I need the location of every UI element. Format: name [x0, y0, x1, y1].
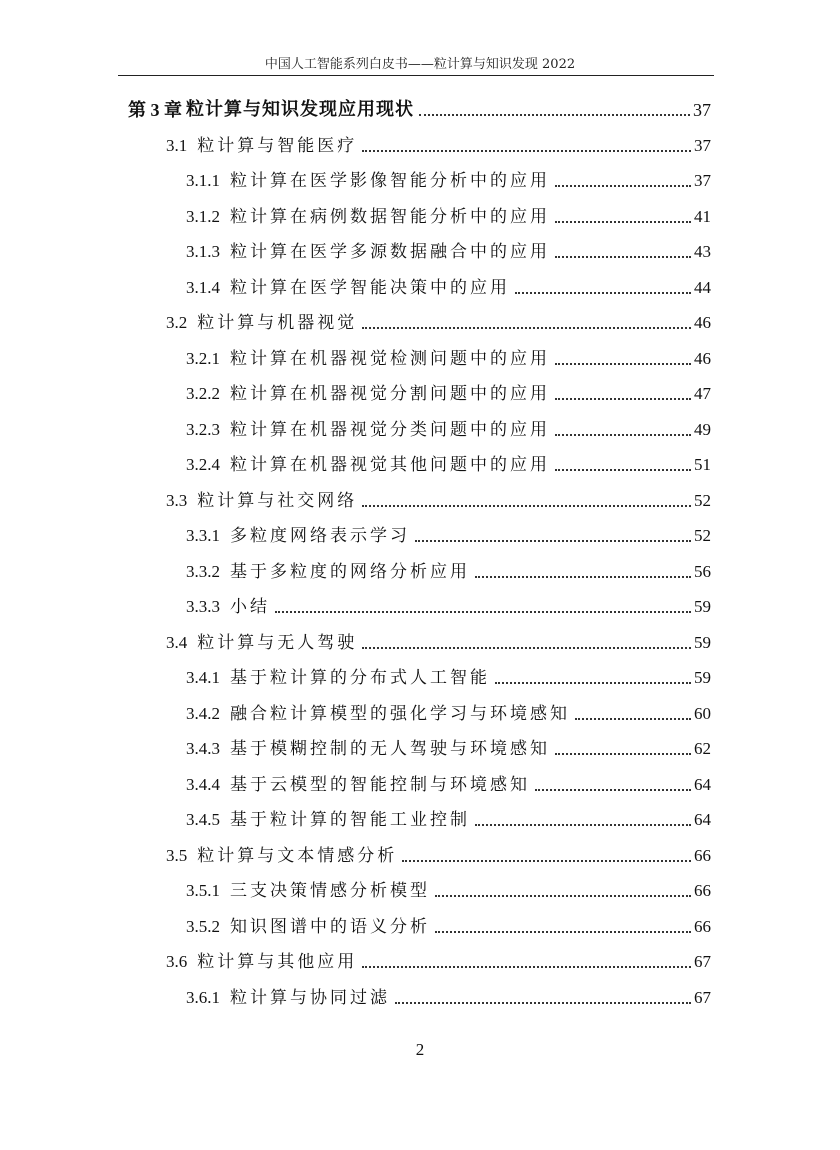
toc-entry-page: 43	[694, 242, 711, 261]
toc-entry[interactable]	[186, 658, 711, 688]
toc-entry[interactable]	[186, 516, 711, 546]
toc-entry-number: 3.4	[166, 632, 188, 652]
toc-entry-page: 67	[694, 987, 711, 1007]
toc-entry-page: 66	[694, 916, 711, 936]
toc-entry-title: 粒计算在机器视觉分类问题中的应用	[230, 419, 550, 440]
toc-entry[interactable]	[186, 694, 711, 724]
toc-dot-leader	[475, 576, 691, 578]
toc-entry-page: 37	[694, 135, 711, 155]
toc-entry-page: 67	[694, 952, 711, 971]
toc-entry-page: 56	[694, 561, 711, 581]
toc-entry-title: 粒计算在医学多源数据融合中的应用	[230, 242, 550, 262]
toc-dot-leader	[575, 718, 691, 720]
toc-dot-leader	[435, 931, 691, 933]
toc-entry-page: 66	[694, 881, 711, 900]
toc-entry-page: 52	[694, 490, 711, 510]
toc-entry[interactable]	[186, 729, 711, 759]
toc-dot-leader	[555, 221, 691, 223]
toc-entry-number: 3.4.5	[186, 810, 220, 829]
toc-entry-title: 粒计算在病例数据智能分析中的应用	[230, 206, 550, 227]
toc-dot-leader	[495, 682, 691, 684]
toc-entry[interactable]	[166, 623, 711, 653]
toc-entry-page: 47	[694, 384, 711, 403]
toc-entry-page: 37	[693, 100, 711, 120]
toc-entry-title: 多粒度网络表示学习	[230, 526, 410, 546]
toc-entry[interactable]	[186, 978, 711, 1008]
toc-entry-number: 3.6	[166, 952, 188, 971]
toc-entry-number: 第 3 章	[128, 100, 182, 120]
toc-dot-leader	[515, 292, 691, 294]
toc-entry[interactable]	[186, 765, 711, 795]
toc-entry-title: 基于模糊控制的无人驾驶与环境感知	[230, 739, 550, 759]
toc-entry-page: 59	[694, 597, 711, 616]
toc-entry-title: 粒计算在机器视觉检测问题中的应用	[230, 348, 550, 369]
toc-dot-leader	[555, 363, 691, 365]
toc-dot-leader	[402, 860, 691, 862]
toc-entry-number: 3.4.4	[186, 774, 220, 794]
toc-entry-title: 粒计算与无人驾驶	[197, 632, 358, 653]
toc-entry-number: 3.5	[166, 845, 188, 865]
toc-dot-leader	[555, 256, 691, 258]
toc-entry[interactable]	[166, 942, 711, 972]
toc-entry-title: 粒计算与协同过滤	[230, 987, 390, 1008]
toc-dot-leader	[555, 185, 691, 187]
toc-dot-leader	[275, 611, 691, 613]
toc-entry-title: 基于云模型的智能控制与环境感知	[230, 774, 530, 795]
toc-entry-number: 3.1.1	[186, 171, 220, 190]
toc-entry[interactable]	[186, 445, 711, 475]
toc-entry-number: 3.5.2	[186, 916, 220, 936]
toc-entry[interactable]	[186, 339, 711, 369]
toc-entry[interactable]	[186, 552, 711, 582]
toc-dot-leader	[362, 505, 691, 507]
toc-dot-leader	[395, 1002, 691, 1004]
toc-entry-page: 51	[694, 455, 711, 474]
toc-dot-leader	[555, 398, 691, 400]
toc-entry-page: 62	[694, 739, 711, 758]
toc-entry-number: 3.3	[166, 490, 188, 510]
toc-entry-number: 3.2.2	[186, 384, 220, 403]
toc-entry-page: 59	[694, 668, 711, 687]
toc-entry-number: 3.3.3	[186, 597, 220, 616]
toc-entry-number: 3.4.1	[186, 668, 220, 687]
toc-dot-leader	[555, 753, 691, 755]
toc-entry[interactable]	[186, 374, 711, 404]
toc-entry-title: 粒计算在机器视觉其他问题中的应用	[230, 455, 550, 475]
toc-entry[interactable]	[166, 126, 711, 156]
toc-entry[interactable]	[186, 410, 711, 440]
toc-entry-title: 粒计算在机器视觉分割问题中的应用	[230, 384, 550, 404]
toc-entry-page: 46	[694, 348, 711, 368]
toc-entry-title: 知识图谱中的语义分析	[230, 916, 430, 937]
toc-entry-title: 粒计算在医学智能决策中的应用	[230, 277, 510, 298]
toc-dot-leader	[475, 824, 691, 826]
toc-entry-number: 3.3.1	[186, 526, 220, 545]
toc-entry[interactable]	[166, 303, 711, 333]
toc-dot-leader	[415, 540, 691, 542]
toc-entry-title: 基于粒计算的智能工业控制	[230, 810, 470, 830]
toc-dot-leader	[362, 327, 691, 329]
toc-dot-leader	[555, 469, 691, 471]
toc-entry-page: 37	[694, 171, 711, 190]
toc-entry[interactable]	[166, 836, 711, 866]
toc-entry-title: 粒计算与智能医疗	[197, 135, 358, 156]
toc-entry-number: 3.4.2	[186, 703, 220, 723]
toc-entry[interactable]	[186, 907, 711, 937]
toc-entry-number: 3.3.2	[186, 561, 220, 581]
toc-entry-page: 64	[694, 810, 711, 829]
toc-entry-number: 3.5.1	[186, 881, 220, 900]
toc-entry-number: 3.1.3	[186, 242, 220, 261]
toc-entry-number: 3.1.2	[186, 206, 220, 226]
toc-entry-title: 粒计算与机器视觉	[197, 313, 358, 333]
toc-entry-page: 46	[694, 313, 711, 332]
toc-entry-page: 49	[694, 419, 711, 439]
toc-entry-number: 3.1.4	[186, 277, 220, 297]
toc-entry-page: 44	[694, 277, 711, 297]
toc-entry-title: 粒计算与其他应用	[197, 952, 358, 972]
header-divider	[118, 75, 714, 76]
toc-entry[interactable]	[128, 90, 711, 120]
page-number: 2	[415, 1040, 425, 1059]
toc-entry-number: 3.2.3	[186, 419, 220, 439]
toc-entry-page: 64	[694, 774, 711, 794]
toc-entry-title: 粒计算与社交网络	[197, 490, 358, 511]
toc-entry-number: 3.2.1	[186, 348, 220, 368]
toc-dot-leader	[362, 966, 691, 968]
toc-entry-number: 3.6.1	[186, 987, 220, 1007]
running-header: 中国人工智能系列白皮书——粒计算与知识发现 2022	[264, 57, 576, 72]
toc-entry-number: 3.4.3	[186, 739, 220, 758]
toc-entry[interactable]	[166, 481, 711, 511]
toc-dot-leader	[535, 789, 691, 791]
toc-entry-title: 小结	[230, 597, 270, 617]
toc-dot-leader	[419, 114, 690, 116]
toc-entry-number: 3.2	[166, 313, 188, 332]
toc-dot-leader	[362, 150, 691, 152]
toc-dot-leader	[362, 647, 691, 649]
toc-entry-title: 粒计算在医学影像智能分析中的应用	[230, 171, 550, 191]
toc-entry[interactable]	[186, 197, 711, 227]
toc-entry-number: 3.1	[166, 135, 188, 155]
toc-entry-title: 融合粒计算模型的强化学习与环境感知	[230, 703, 570, 724]
toc-entry[interactable]	[186, 587, 711, 617]
toc-entry-title: 三支决策情感分析模型	[230, 881, 430, 901]
toc-entry-page: 41	[694, 206, 711, 226]
toc-dot-leader	[435, 895, 691, 897]
toc-entry[interactable]	[186, 871, 711, 901]
toc-entry-title: 粒计算与知识发现应用现状	[186, 99, 414, 120]
toc-entry-number: 3.2.4	[186, 455, 220, 474]
toc-entry[interactable]	[186, 268, 711, 298]
toc-entry-title: 基于粒计算的分布式人工智能	[230, 668, 490, 688]
toc-entry-page: 60	[694, 703, 711, 723]
toc-entry-page: 59	[694, 632, 711, 652]
toc-entry[interactable]	[186, 800, 711, 830]
toc-entry-title: 粒计算与文本情感分析	[197, 845, 398, 866]
toc-entry[interactable]	[186, 232, 711, 262]
toc-dot-leader	[555, 434, 691, 436]
toc-entry-page: 52	[694, 526, 711, 545]
toc-entry-title: 基于多粒度的网络分析应用	[230, 561, 470, 582]
toc-entry[interactable]	[186, 161, 711, 191]
toc-entry-page: 66	[694, 845, 711, 865]
